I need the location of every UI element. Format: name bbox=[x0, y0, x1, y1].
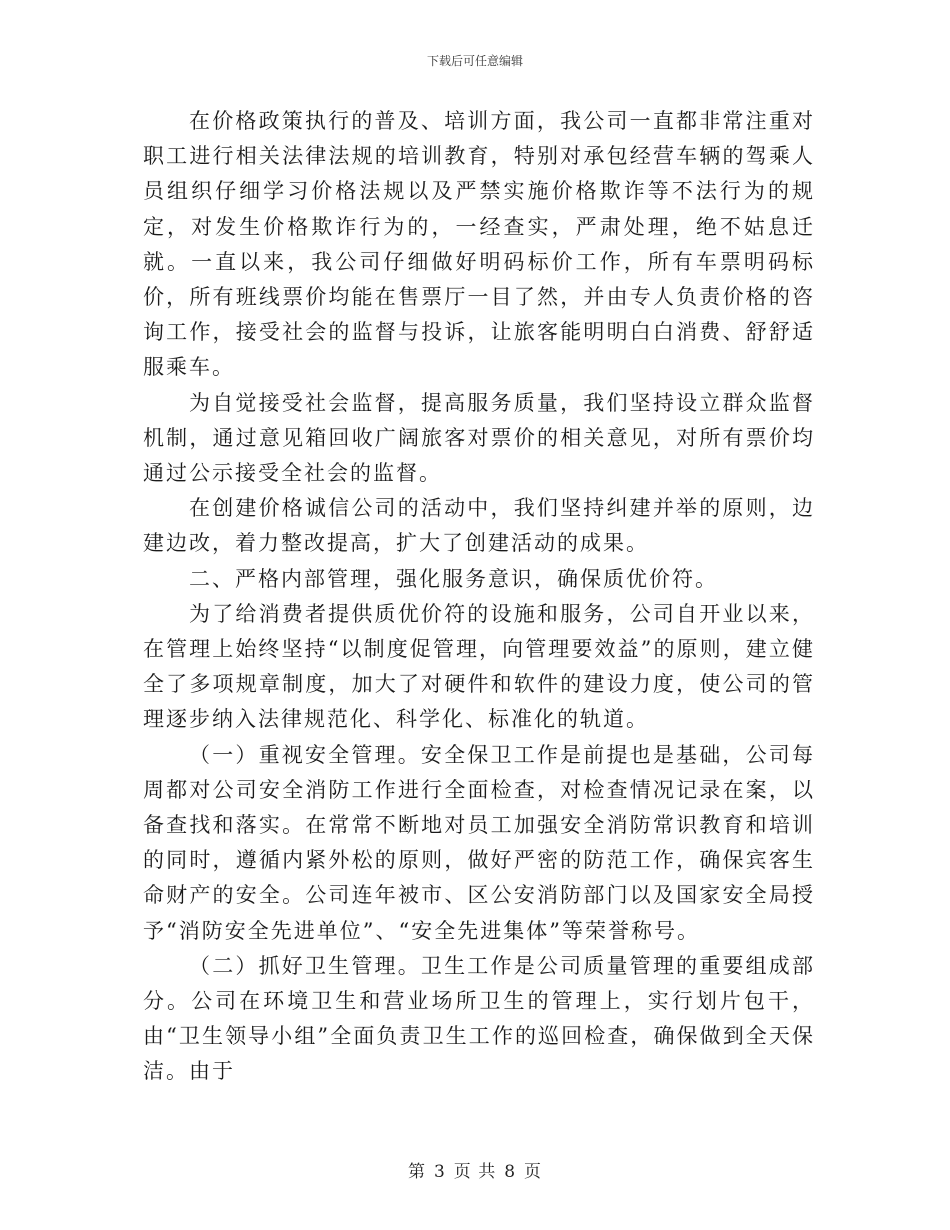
page-footer bbox=[0, 1157, 950, 1182]
footer-prefix: 第 bbox=[407, 1162, 426, 1182]
paragraph-price-training: 在价格政策执行的普及、培训方面，我公司一直都非常注重对职工进行相关法律法规的培训教育，特别对承包经营车辆的驾乘人员组织仔细学习价格法规以及严禁实施价格欺诈等不法行为的规定，对发生价格欺诈行为的，一经查实，严肃处理，绝不姑息迁就。一直以来，我公司仔细做好明码标价工作，所有车票明码标价，所有班线票价均能在售票厅一目了然，并由专人负责价格的咨询工作，接受社会的监督与投诉，让旅客能明明白白消费、舒舒适服乘车。 bbox=[143, 109, 815, 380]
paragraph-management-system: 为了给消费者提供质优价符的设施和服务，公司自开业以来，在管理上始终坚持“以制度促管理，向管理要效益”的原则，建立健全了多项规章制度，加大了对硬件和软件的建设力度，使公司的管理逐步纳入法律规范化、科学化、标准化的轨道。 bbox=[143, 601, 815, 732]
paragraph-hygiene-management: （二）抓好卫生管理。卫生工作是公司质量管理的重要组成部分。公司在环境卫生和营业场所卫生的管理上，实行划片包干，由“卫生领导小组”全面负责卫生工作的巡回检查，确保做到全天保洁。由于 bbox=[143, 953, 815, 1084]
page-header: 下载后可任意编辑 bbox=[426, 54, 523, 68]
footer-middle: 页 共 bbox=[453, 1162, 497, 1182]
paragraph-integrity-activity: 在创建价格诚信公司的活动中，我们坚持纠建并举的原则，边建边改，着力整改提高，扩大了创建活动的成果。 bbox=[143, 496, 815, 556]
footer-suffix: 页 bbox=[524, 1162, 543, 1182]
current-page-number: 3 bbox=[433, 1162, 446, 1182]
total-page-number: 8 bbox=[504, 1162, 517, 1182]
section-heading-internal-management: 二、严格内部管理，强化服务意识，确保质优价符。 bbox=[189, 566, 718, 591]
document-body bbox=[143, 104, 815, 1090]
paragraph-social-supervision: 为自觉接受社会监督，提高服务质量，我们坚持设立群众监督机制，通过意见箱回收广阔旅客对票价的相关意见，对所有票价均通过公示接受全社会的监督。 bbox=[143, 390, 815, 486]
paragraph-safety-management: （一）重视安全管理。安全保卫工作是前提也是基础，公司每周都对公司安全消防工作进行全面检查，对检查情况记录在案，以备查找和落实。在常常不断地对员工加强安全消防常识教育和培训的同时，遵循内紧外松的原则，做好严密的防范工作，确保宾客生命财产的安全。公司连年被市、区公安消防部门以及国家安全局授予“消防安全先进单位”、“安全先进集体”等荣誉称号。 bbox=[143, 742, 815, 943]
